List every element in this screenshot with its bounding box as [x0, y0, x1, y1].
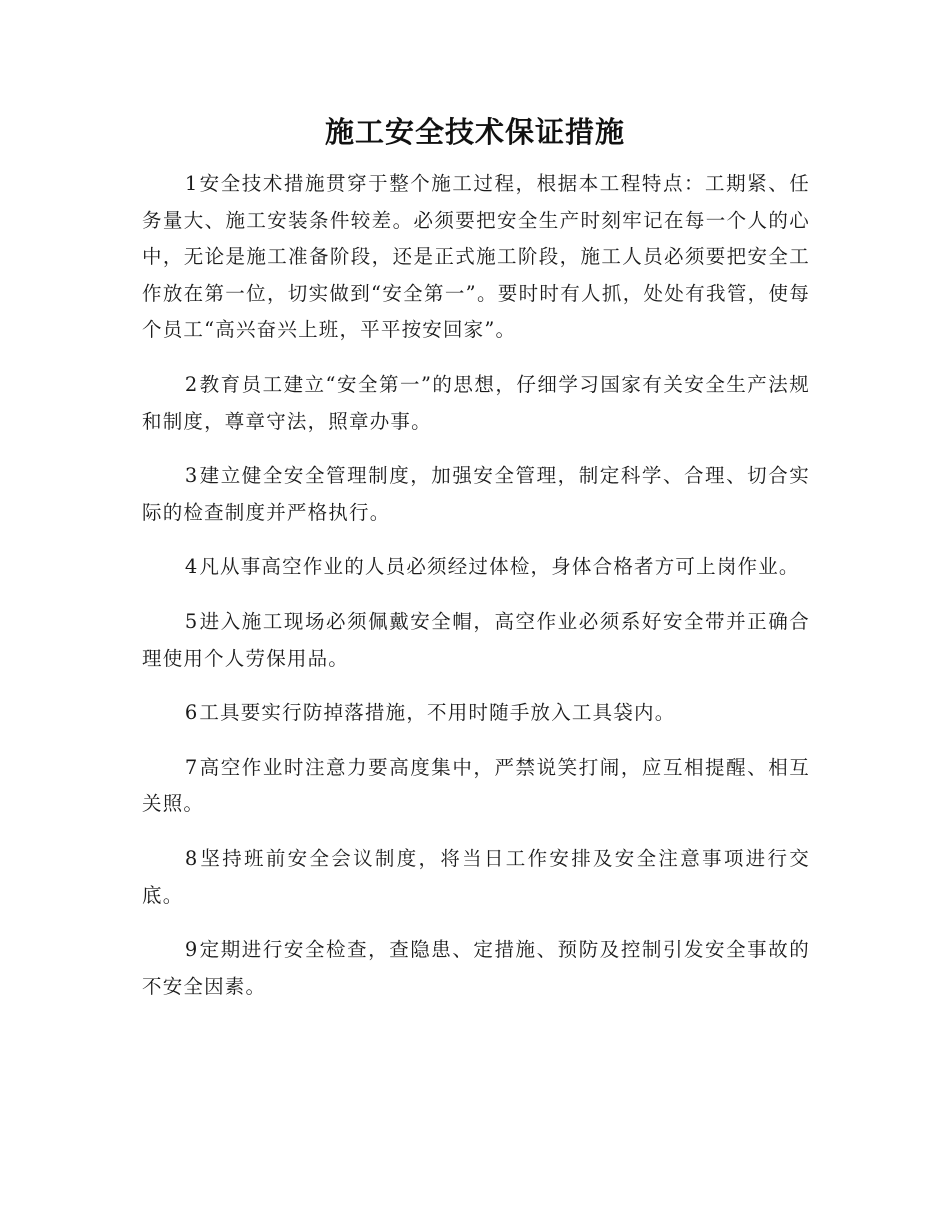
paragraph-number: 7 — [184, 755, 198, 779]
paragraph-5 — [142, 604, 810, 677]
paragraph-1 — [142, 166, 810, 349]
document-title: 施工安全技术保证措施 — [324, 115, 625, 149]
paragraph-number: 3 — [184, 464, 198, 488]
paragraph-2 — [142, 367, 810, 440]
paragraph-text: 坚持班前安全会议制度，将当日工作安排及安全注意事项进行交底。 — [142, 846, 810, 907]
paragraph-6 — [142, 695, 810, 732]
paragraph-4 — [142, 549, 810, 586]
paragraph-number: 1 — [184, 172, 198, 195]
paragraph-number: 8 — [184, 846, 198, 870]
paragraph-text: 进入施工现场必须佩戴安全帽，高空作业必须系好安全带并正确合理使用个人劳保用品。 — [142, 609, 810, 670]
paragraph-text: 建立健全安全管理制度，加强安全管理，制定科学、合理、切合实际的检查制度并严格执行。 — [142, 464, 810, 524]
paragraph-8 — [142, 841, 810, 914]
paragraph-number: 4 — [184, 555, 198, 579]
paragraph-text: 定期进行安全检查，查隐患、定措施、预防及控制引发安全事故的不安全因素。 — [142, 938, 810, 998]
paragraph-text: 教育员工建立“安全第一”的思想，仔细学习国家有关安全生产法规和制度，尊章守法，照章办事。 — [142, 372, 810, 433]
paragraph-text: 安全技术措施贯穿于整个施工过程，根据本工程特点：工期紧、任务量大、施工安装条件较差。必须要把安全生产时刻牢记在每一个人的心中，无论是施工准备阶段，还是正式施工阶段，施工人员必须要把安全工作放在第一位，切实做到“安全第一”。要时时有人抓，处处有我管，使每个员工“高兴奋兴上班，平平按安回家”。 — [142, 172, 810, 342]
paragraph-number: 6 — [184, 701, 198, 725]
paragraph-text: 凡从事高空作业的人员必须经过体检，身体合格者方可上岗作业。 — [199, 555, 800, 579]
paragraph-number: 9 — [184, 938, 198, 962]
paragraph-number: 5 — [184, 609, 198, 633]
paragraph-9 — [142, 932, 810, 1005]
paragraph-7 — [142, 750, 810, 823]
paragraph-number: 2 — [184, 372, 198, 396]
paragraph-3 — [142, 458, 810, 531]
document-body — [142, 166, 810, 1023]
paragraph-text: 工具要实行防掉落措施，不用时随手放入工具袋内。 — [199, 701, 676, 725]
paragraph-text: 高空作业时注意力要高度集中，严禁说笑打闹，应互相提醒、相互关照。 — [142, 755, 810, 816]
